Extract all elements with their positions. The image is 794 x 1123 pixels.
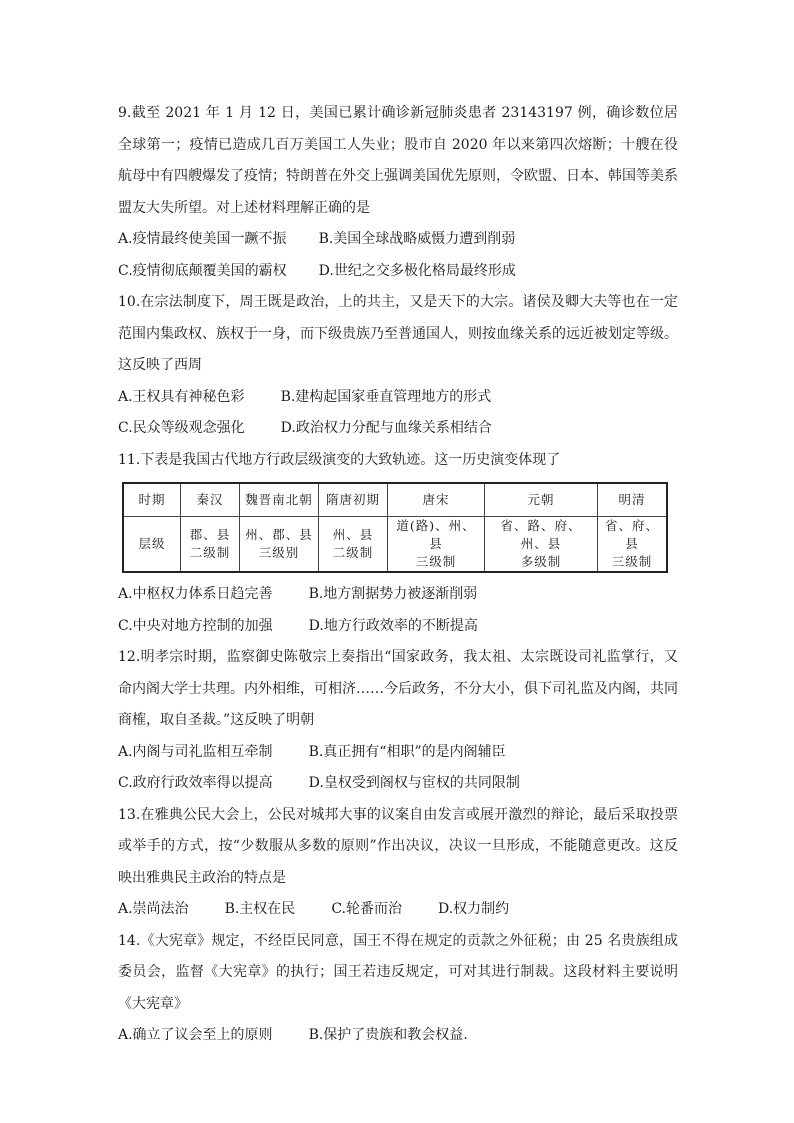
table-cell	[388, 517, 485, 573]
option-a: A.确立了议会至上的原则	[118, 1027, 273, 1043]
cell-line: 道(路)、州、县	[396, 518, 476, 551]
table-cell	[485, 517, 598, 573]
option-d: D.世纪之交多极化格局最终形成	[318, 262, 516, 279]
question-12	[118, 642, 678, 800]
question-12-options-row-1	[118, 737, 678, 769]
table-header-cell: 魏晋南北朝	[240, 483, 319, 517]
cell-line: 三级别	[258, 545, 300, 560]
question-9	[118, 98, 678, 287]
option-d: D.皇权受到阁权与宦权的共同限制	[308, 775, 520, 791]
question-11-options-row-1	[118, 579, 678, 611]
question-13-options-row	[118, 894, 678, 926]
cell-line: 二级制	[189, 545, 231, 560]
table-header-cell: 元朝	[485, 483, 598, 517]
option-a: A.崇尚法治	[118, 901, 189, 917]
option-d: D.权力制约	[437, 901, 510, 917]
table-row	[123, 517, 667, 573]
option-a: A.王权具有神秘色彩	[118, 388, 245, 405]
question-9-stem: 9.截至 2021 年 1 月 12 日，美国已累计确诊新冠肺炎患者 23143197 例，确诊数位居全球第一；疫情已造成几百万美国工人失业；股市自 2020 年以来第四次熔断；十艘在役航母中有四艘爆发了疫情；特朗普在外交上强调美国优先原则，令欧盟、日本、韩国等美系盟友大失所望。对上述材料理解正确的是	[118, 105, 678, 216]
table-header-cell: 秦汉	[181, 483, 240, 517]
table-row-label: 层级	[123, 517, 181, 573]
option-c: C.中央对地方控制的加强	[118, 617, 273, 634]
question-11-stem: 11.下表是我国古代地方行政层级演变的大致轨迹。这一历史演变体现了	[118, 451, 561, 468]
option-b: B.保护了贵族和教会权益.	[308, 1027, 468, 1043]
option-c: C.疫情彻底颠覆美国的霸权	[118, 262, 287, 279]
option-b: B.地方割据势力被逐渐削弱	[308, 586, 478, 602]
option-d: D.地方行政效率的不断提高	[308, 617, 478, 634]
question-10-stem: 10.在宗法制度下，周王既是政治，上的共主，又是天下的大宗。诸侯及卿大夫等也在一定范围内集政权、族权于一身，而下级贵族乃至普通国人，则按血缘关系的远近被划定等级。这反映了西周	[118, 294, 678, 373]
question-10-options-row-2	[118, 413, 678, 445]
table-cell	[181, 517, 240, 573]
option-d: D.政治权力分配与血缘关系相结合	[280, 420, 492, 436]
table-header-cell: 明清	[598, 483, 668, 517]
table-header-row	[123, 483, 667, 517]
option-c: C.轮番而治	[331, 901, 402, 917]
table-header-cell: 隋唐初期	[319, 483, 388, 517]
table-cell	[598, 517, 668, 573]
cell-line: 郡、县	[189, 527, 231, 542]
cell-line: 多级制	[520, 554, 562, 569]
option-c: C.政府行政效率得以提高	[118, 775, 273, 791]
question-11	[118, 445, 678, 643]
table-header-cell: 时期	[123, 483, 181, 517]
question-14-options-row-1	[118, 1020, 678, 1052]
table-cell	[319, 517, 388, 573]
option-c: C.民众等级观念强化	[118, 420, 245, 436]
admin-levels-table	[122, 482, 668, 573]
table-cell	[240, 517, 319, 573]
cell-line: 三级制	[415, 554, 457, 569]
cell-line: 二级制	[332, 545, 374, 560]
question-14	[118, 926, 678, 1052]
exam-page	[118, 98, 678, 1052]
option-a: A.中枢权力体系日趋完善	[118, 586, 273, 602]
option-b: B.美国全球战略威慑力遭到削弱	[318, 231, 516, 247]
option-b: B.真正拥有“相职”的是内阁辅臣	[308, 743, 506, 760]
question-10-options-row-1	[118, 382, 678, 414]
question-13-stem: 13.在雅典公民大会上，公民对城邦大事的议案自由发言或展开激烈的辩论，最后采取投票或举手的方式，按“少数服从多数的原则”作出决议，决议一旦形成，不能随意更改。这反映出雅典民主政治的特点是	[118, 806, 678, 886]
option-a: A.疫情最终使美国一蹶不振	[118, 231, 287, 247]
table-header-cell: 唐宋	[388, 483, 485, 517]
cell-line: 三级制	[611, 554, 653, 569]
question-12-options-row-2	[118, 768, 678, 800]
question-12-stem: 12.明孝宗时期，监察御史陈敬宗上奏指出“国家政务，我太祖、太宗既设司礼监掌行，又命内阁大学士共理。内外相维，可相济……今后政务，不分大小，俱下司礼监及内阁，共同商榷，取自圣裁。”这反映了明朝	[118, 649, 678, 728]
option-b: B.主权在民	[224, 901, 296, 917]
question-11-options-row-2	[118, 611, 678, 643]
question-14-stem: 14.《大宪章》规定，不经臣民同意，国王不得在规定的贡款之外征税；由 25 名贵族组成委员会，监督《大宪章》的执行；国王若违反规定，可对其进行制裁。这段材料主要说明《大宪章》	[118, 932, 678, 1012]
cell-line: 省、府、县	[604, 518, 659, 551]
cell-line: 州、县	[332, 527, 374, 542]
question-13	[118, 800, 678, 926]
question-10	[118, 287, 678, 445]
cell-line: 省、路、府、州、县	[500, 518, 582, 551]
cell-line: 州、郡、县	[245, 527, 313, 542]
option-a: A.内阁与司礼监相互牵制	[118, 743, 273, 760]
question-9-options-row-2	[118, 256, 678, 288]
question-9-options-row-1	[118, 224, 678, 256]
option-b: B.建构起国家垂直管理地方的形式	[280, 388, 492, 405]
